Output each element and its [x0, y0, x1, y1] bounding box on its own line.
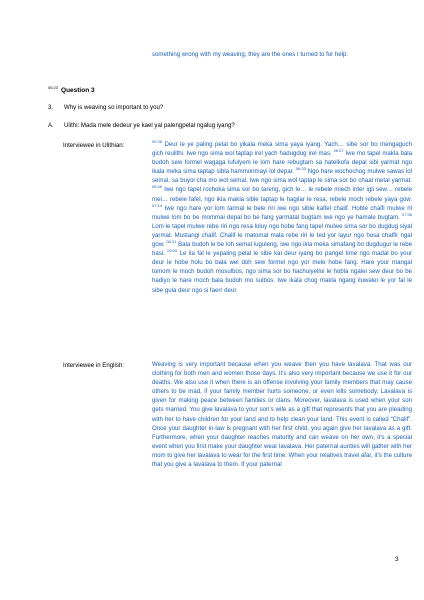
question-heading: [48, 85, 95, 94]
ulithian-segment: Deur le ye paling pelal bo yikala meka sima yaya iyang. Yach… sibe sor bo mengaguch gich reulithi. Iwe ngo sima wol taptap irel yach hadugdug irel mas.: [152, 141, 412, 158]
question-title: Question 3: [61, 87, 95, 95]
intro-paragraph: something wrong with my weaving, they are the ones I turned to for help.: [152, 51, 349, 58]
ulithian-segment: Iwe ngo hare yor lom tarmal le bele riri iwe ngo sible kaflel chalif. Hoble chalfi mulwe ril mulwe lom bo be mommai depal bo be fang yarmatal bugtam iwe ngo ye hamale bugtam.: [152, 204, 412, 221]
question-line: [48, 103, 163, 112]
english-answer: Weaving is very important because when you weave then you have lavalava. That was our clothing for both men and women those days. It’s also very important because we use it for our deaths. We also use it when there is an offense involving your family members that may cause others to be mad, if your family member hurts someone, or even kills somebody. Lavalava is given for making peace between families or clans. Moreover, lavalava is used when your son gets married. You give lavalava to your son’s wife as a gift that represents that you are pleading with her to have children for your land and to help clean your land. This event is called “Chalif”. Once your daughter in-law is pregnant with her first child, you again give her lavalava as a gift. Furthermore, when your daughter reaches maturity and can weave on her own, it’s a special event when you first make your daughter wear lavalava. Her paternal aunties will gather with her mom to give her lavalava to wear for the first time. When your relatives travel afar, it’s the culture that you give a lavalava to them. If your paternal: [152, 361, 412, 469]
ulithian-segment: Le ila fal le yepaling pelal le sibe kai deur iyang bo pangel time ngo madal bo your deur le hobe holu bo bala wel doh sew formel ngo yor mele hobe fang. Hare your mangal tomom le moch budoh mosulbos, ngo sima sor bo hachuiyelloi le hobla ngalei sew deur bo be hadiyo le hare moch bala budoh mo sulbos. Iwe ikala chog makla ngang iluwalei le yor fal le sibe gula deur ngo si faerr deur.: [152, 250, 412, 294]
timestamp: 05:38: [152, 138, 163, 144]
ulithian-label: Interviewee in Ulithian:: [63, 142, 125, 149]
ulithian-segment: Bala budoh le be loh semal luguleng, iwe ngo ikla meka simafang bo dugdugur le rebe hasi.: [152, 241, 412, 258]
question-timestamp: 05:23: [48, 85, 59, 90]
timestamp: 08:31: [166, 239, 177, 244]
ulithian-segment: Iwe mo tapel makla bala budoh sew formel wagaga lufulyem le lom hare rebugtam sa hatelkofa depal sibi yarmat ngo ikala meka sima taptap sibla hammonmayi lol depar.: [152, 150, 412, 176]
timestamp: 06:07: [333, 148, 344, 154]
timestamp: 07:58: [401, 211, 412, 217]
timestamp: 07:14: [152, 202, 163, 208]
ulithian-segment: Lom le tapel mulwe rebe riri ngo resa loluy ngo hobe fang tapel mulwe sima sor bo dugdug siyal yarmat. Mustangi chalif. Chalif le matomal mala rebe riri le ted yor layur ngo hosa chalfir ngal gow.: [152, 222, 412, 249]
ulithian-segment: Ngo hare wochochog mulwe sawas lol semal, sa buyoi cha mo wol semal, Iwe ngo sima wol taptap le sima sor bo chaal metal yarmat.: [152, 168, 412, 185]
question-text: Why is weaving so important to you?: [64, 104, 164, 111]
ulithian-segment: Iwe ngo tapel rochoka sima sor bo tareng, gich le… le rebele miech inter igli sew… rebele mel… rebele fafel, ngo ikla makla sible taptap le hagilar le resa, rebele moch rebele yaya gow.: [152, 186, 412, 203]
timestamp: 06:45: [152, 184, 163, 190]
ulithian-answer: [152, 140, 412, 295]
timestamp: 09:00: [167, 248, 178, 254]
timestamp: 06:33: [295, 166, 306, 172]
answer-letter: A.: [48, 122, 54, 129]
answer-line: [48, 121, 235, 130]
english-label: Interviewee in English:: [63, 362, 124, 369]
page-number: 3: [395, 556, 399, 563]
answer-ulithi-question: Ulithi: Mada mele dedeur ye kael yal palengpelal ngalug iyang?: [64, 122, 235, 129]
question-number: 3.: [48, 104, 54, 111]
